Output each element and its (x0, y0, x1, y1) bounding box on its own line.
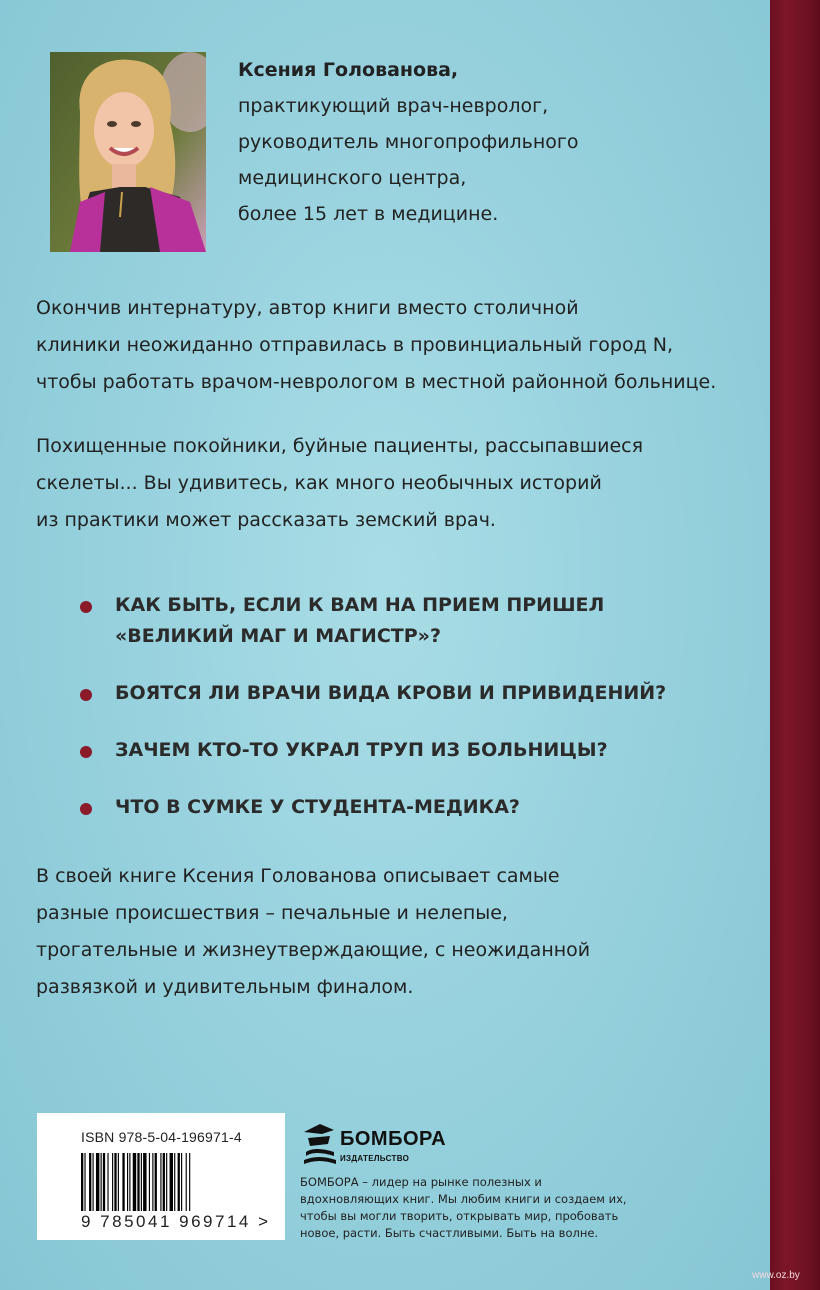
paragraph-line: из практики может рассказать земский врач. (36, 509, 496, 531)
barcode-bar (96, 1153, 99, 1211)
question-text: ЧТО В СУМКЕ У СТУДЕНТА-МЕДИКА? (115, 796, 520, 818)
barcode-number: 9 785041 969714 > (81, 1212, 271, 1231)
barcode-bar (129, 1153, 130, 1211)
barcode-bar (81, 1153, 83, 1211)
barcode-bar (189, 1153, 190, 1211)
barcode-bar (103, 1153, 105, 1211)
barcode-box (37, 1113, 285, 1240)
publisher-logo-icon (300, 1118, 340, 1168)
barcode-bar (101, 1153, 102, 1211)
barcode-bar (178, 1153, 180, 1211)
barcode-bar (114, 1153, 116, 1211)
author-line: руководитель многопрофильного (238, 131, 579, 153)
bullet-dot-icon (80, 803, 92, 815)
barcode-bar (143, 1153, 146, 1211)
bullet-dot-icon (80, 601, 92, 613)
barcode-bar (118, 1153, 119, 1211)
barcode-bar (186, 1153, 187, 1211)
barcode-bar (133, 1153, 136, 1211)
paragraph-line: чтобы работать врачом-неврологом в местной районной больнице. (36, 371, 717, 393)
barcode-bar (152, 1153, 153, 1211)
bullet-dot-icon (80, 689, 92, 701)
paragraph-line: разные происшествия – печальные и нелепые, (36, 902, 508, 924)
paragraph-line: Похищенные покойники, буйные пациенты, рассыпавшиеся (36, 435, 644, 457)
question-list (80, 590, 666, 849)
author-line: более 15 лет в медицине. (238, 203, 499, 225)
book-spine (770, 0, 820, 1290)
paragraph-line: трогательные и жизнеутверждающие, с неожиданной (36, 939, 591, 961)
barcode-bar (174, 1153, 175, 1211)
barcode-bar (112, 1153, 113, 1211)
question-text: «ВЕЛИКИЙ МАГ И МАГИСТР»? (115, 625, 441, 647)
paragraph-line: развязкой и удивительным финалом. (36, 976, 414, 998)
barcode-bar (170, 1153, 173, 1211)
barcode-bar (166, 1153, 167, 1211)
paragraph-line: клиники неожиданно отправилась в провинциальный город N, (36, 334, 674, 356)
watermark: www.oz.by (752, 1270, 800, 1281)
barcode-bar (93, 1153, 94, 1211)
barcode-bar (181, 1153, 182, 1211)
barcode-bar (122, 1153, 124, 1211)
summary-paragraph (36, 858, 590, 1006)
barcode-bar (163, 1153, 165, 1211)
isbn-text: ISBN 978-5-04-196971-4 (81, 1129, 242, 1145)
question-item (80, 678, 666, 709)
question-item (80, 590, 666, 652)
barcode (81, 1153, 271, 1211)
author-name: Ксения Голованова, (238, 59, 459, 81)
paragraph-line: Окончив интернатуру, автор книги вместо столичной (36, 297, 579, 319)
barcode-bar (149, 1153, 150, 1211)
barcode-bar (89, 1153, 91, 1211)
author-line: практикующий врач-невролог, (238, 95, 549, 117)
author-line: медицинского центра, (238, 167, 467, 189)
author-photo (50, 52, 206, 252)
question-text: ЗАЧЕМ КТО-ТО УКРАЛ ТРУП ИЗ БОЛЬНИЦЫ? (115, 739, 608, 761)
author-info (238, 52, 579, 232)
publisher-description: БОМБОРА – лидер на рынке полезных и вдохновляющих книг. Мы любим книги и создаем их, чтобы вы могли творить, открывать мир, пробовать новое, расти. Быть счастливыми. Быть на волне. (300, 1175, 627, 1240)
barcode-bar (127, 1153, 128, 1211)
question-text: КАК БЫТЬ, ЕСЛИ К ВАМ НА ПРИЕМ ПРИШЕЛ (115, 594, 605, 616)
barcode-bar (141, 1153, 142, 1211)
bullet-dot-icon (80, 746, 92, 758)
question-text: БОЯТСЯ ЛИ ВРАЧИ ВИДА КРОВИ И ПРИВИДЕНИЙ? (115, 682, 667, 704)
publisher-subtitle: ИЗДАТЕЛЬСТВО (340, 1154, 410, 1163)
barcode-bar (137, 1153, 139, 1211)
intro-paragraph (36, 290, 716, 401)
barcode-bar (155, 1153, 157, 1211)
question-item (80, 792, 666, 823)
question-item (80, 735, 666, 766)
paragraph-line: В своей книге Ксения Голованова описывает самые (36, 865, 560, 887)
teaser-paragraph (36, 428, 643, 539)
barcode-bar (107, 1153, 108, 1211)
paragraph-line: скелеты... Вы удивитесь, как много необычных историй (36, 472, 602, 494)
barcode-bar (160, 1153, 161, 1211)
publisher-name: БОМБОРА (340, 1128, 447, 1150)
barcode-bar (84, 1153, 85, 1211)
